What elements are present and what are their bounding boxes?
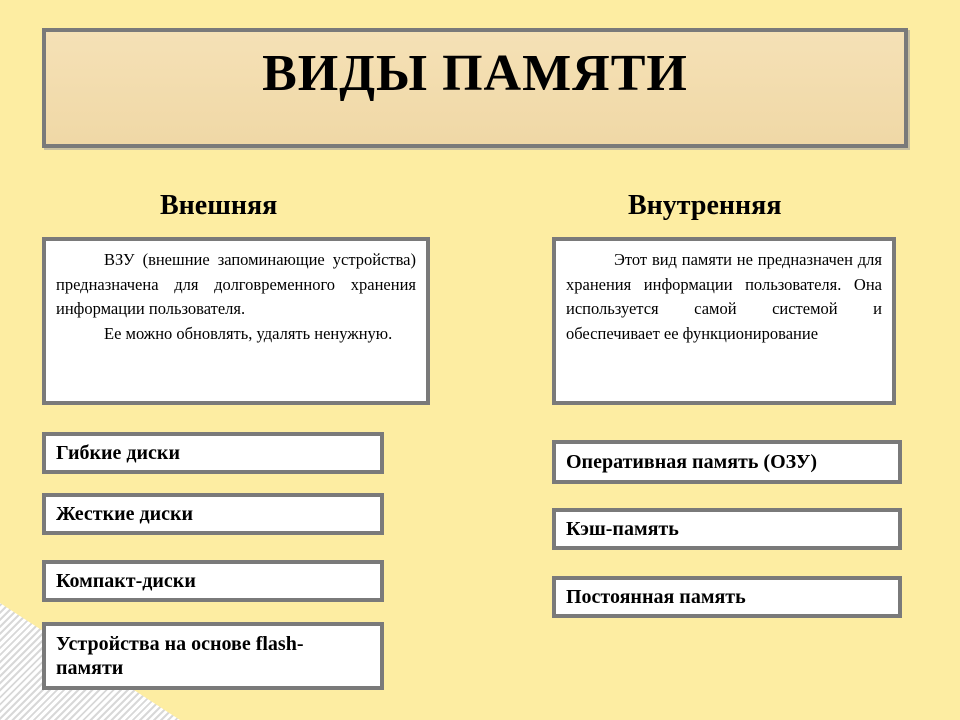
external-item-floppy-disks: Гибкие диски [42,432,384,474]
page-title: ВИДЫ ПАМЯТИ [262,45,688,102]
external-description-text: ВЗУ (внешние запоминающие устройства) предназначена для долговременного хранения информации пользователя. [56,250,416,318]
external-description-box [42,237,430,405]
external-heading: Внешняя [160,190,278,221]
internal-item-cache: Кэш-память [552,508,902,550]
internal-item-ram: Оперативная память (ОЗУ) [552,440,902,484]
external-description-note: Ее можно обновлять, удалять ненужную. [104,323,393,343]
internal-description-text: Этот вид памяти не предназначен для хранения информации пользователя. Она используется самой системой и обеспечивает ее функционирование [566,250,882,343]
internal-heading: Внутренняя [628,190,782,221]
external-item-flash-devices: Устройства на основе flash-памяти [42,622,384,690]
external-item-hard-disks: Жесткие диски [42,493,384,535]
external-item-compact-disks: Компакт-диски [42,560,384,602]
title-box [42,28,908,148]
internal-item-rom: Постоянная память [552,576,902,618]
internal-description-box [552,237,896,405]
